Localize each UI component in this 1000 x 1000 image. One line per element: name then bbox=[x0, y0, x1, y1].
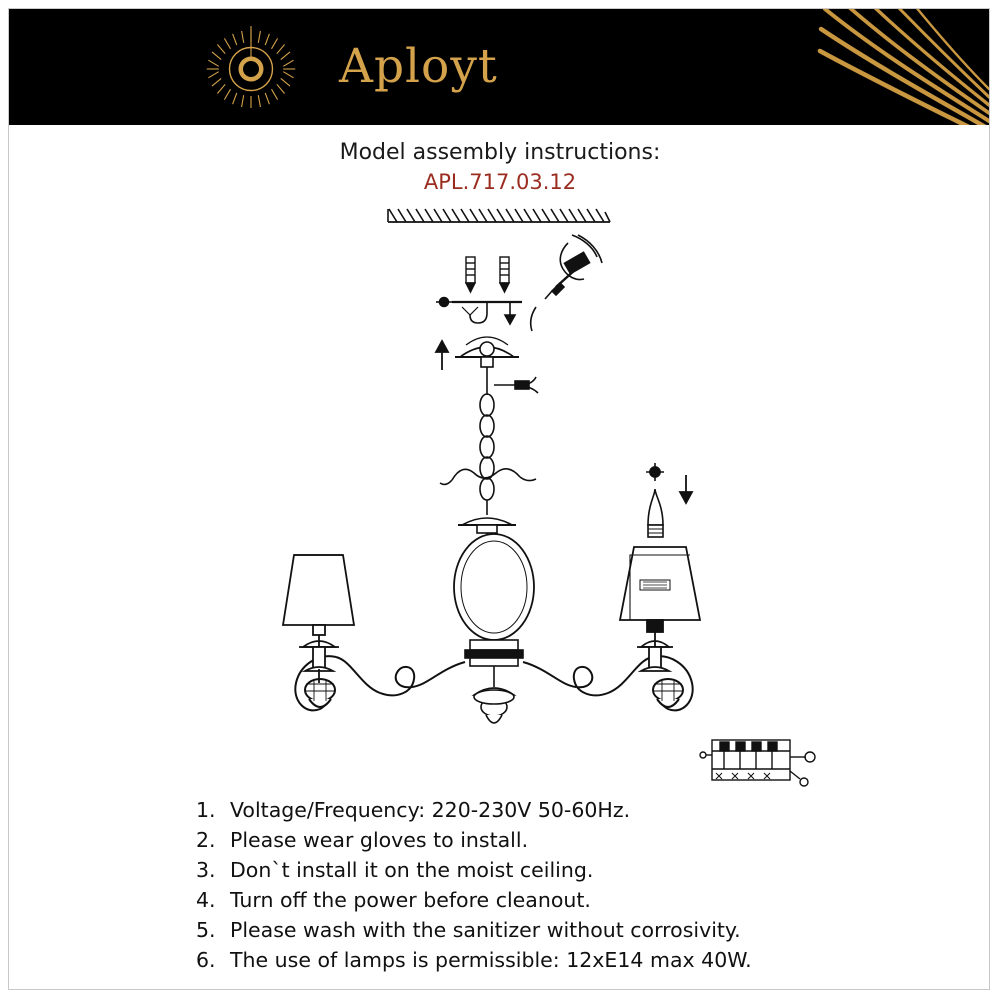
fan-rays-decoration-icon bbox=[569, 9, 989, 125]
list-item-number: 1. bbox=[196, 798, 216, 822]
list-item-text: Turn off the power before cleanout. bbox=[230, 888, 591, 912]
list-item-text: The use of lamps is permissible: 12xE14 max 40W. bbox=[230, 948, 752, 972]
list-item-number: 6. bbox=[196, 948, 216, 972]
list-item-number: 5. bbox=[196, 918, 216, 942]
side-wire-icon bbox=[494, 377, 538, 393]
wire-connector-icon bbox=[531, 235, 602, 331]
candle-bulb-icon bbox=[648, 489, 663, 537]
list-item bbox=[196, 825, 896, 855]
screw-and-anchor-icons bbox=[466, 257, 509, 292]
list-item bbox=[196, 915, 896, 945]
right-arm-scroll bbox=[523, 656, 693, 710]
list-item-text: Voltage/Frequency: 220-230V 50-60Hz. bbox=[230, 798, 631, 822]
header-banner bbox=[9, 9, 989, 125]
list-item-text: Don`t install it on the moist ceiling. bbox=[230, 858, 594, 882]
ceiling-hatch-line bbox=[388, 209, 610, 222]
hook-bracket-icon bbox=[436, 298, 522, 325]
list-item bbox=[196, 885, 896, 915]
title-label: Model assembly instructions: bbox=[339, 140, 661, 165]
list-item-text: Please wash with the sanitizer without corrosivity. bbox=[230, 918, 741, 942]
body-collar-icon bbox=[465, 640, 523, 723]
chandelier-assembly-diagram bbox=[0, 195, 1000, 795]
chain-link-icon bbox=[480, 367, 494, 515]
wire-loop-icon bbox=[440, 469, 536, 485]
list-item bbox=[196, 945, 896, 975]
list-item-number: 3. bbox=[196, 858, 216, 882]
terminal-block-icon bbox=[700, 740, 815, 786]
up-arrow-icon bbox=[436, 341, 448, 370]
list-item bbox=[196, 855, 896, 885]
list-item bbox=[196, 795, 896, 825]
list-item-text: Please wear gloves to install. bbox=[230, 828, 529, 852]
central-oval-body bbox=[454, 534, 534, 640]
sunburst-logo-icon bbox=[191, 22, 311, 116]
model-code: APL.717.03.12 bbox=[423, 170, 577, 194]
list-item-number: 4. bbox=[196, 888, 216, 912]
ceiling-cup-icon bbox=[455, 337, 519, 367]
notes-list bbox=[196, 795, 896, 975]
left-lamp-shade bbox=[283, 555, 354, 683]
list-item-number: 2. bbox=[196, 828, 216, 852]
brand-name: Aployt bbox=[339, 39, 498, 94]
right-lamp-shade bbox=[620, 547, 700, 671]
page-title bbox=[0, 138, 1000, 197]
